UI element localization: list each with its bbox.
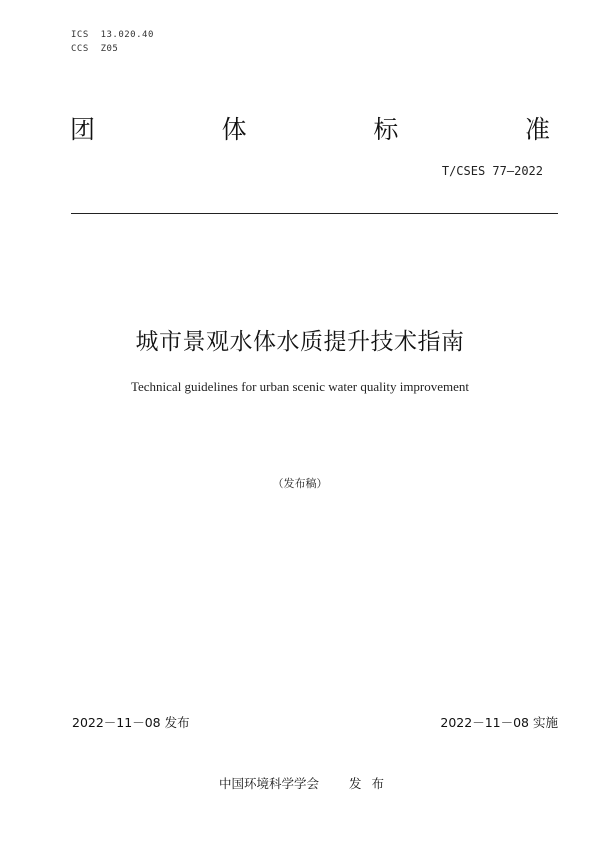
draft-status: （发布稿）	[272, 477, 328, 490]
classification-codes	[71, 28, 154, 56]
header-divider	[71, 213, 558, 214]
publisher-line	[219, 775, 394, 793]
implementation-date: 2022－11－08 实施	[440, 715, 558, 730]
ics-code: ICS 13.020.40	[71, 30, 154, 40]
document-type-char: 标	[373, 115, 399, 144]
publisher-action: 发布	[349, 776, 395, 791]
document-type-char: 准	[524, 115, 550, 144]
standard-number: T/CSES 77—2022	[441, 164, 543, 178]
release-date: 2022－11－08 发布	[72, 715, 190, 730]
document-type-char: 团	[70, 115, 96, 144]
title-chinese: 城市景观水体水质提升技术指南	[135, 329, 465, 355]
ccs-code: CCS Z05	[71, 44, 119, 54]
title-english: Technical guidelines for urban scenic water quality improvement	[130, 379, 470, 394]
document-type-heading	[70, 112, 550, 148]
document-type-char: 体	[221, 115, 247, 144]
publisher-name: 中国环境科学学会	[219, 776, 320, 791]
